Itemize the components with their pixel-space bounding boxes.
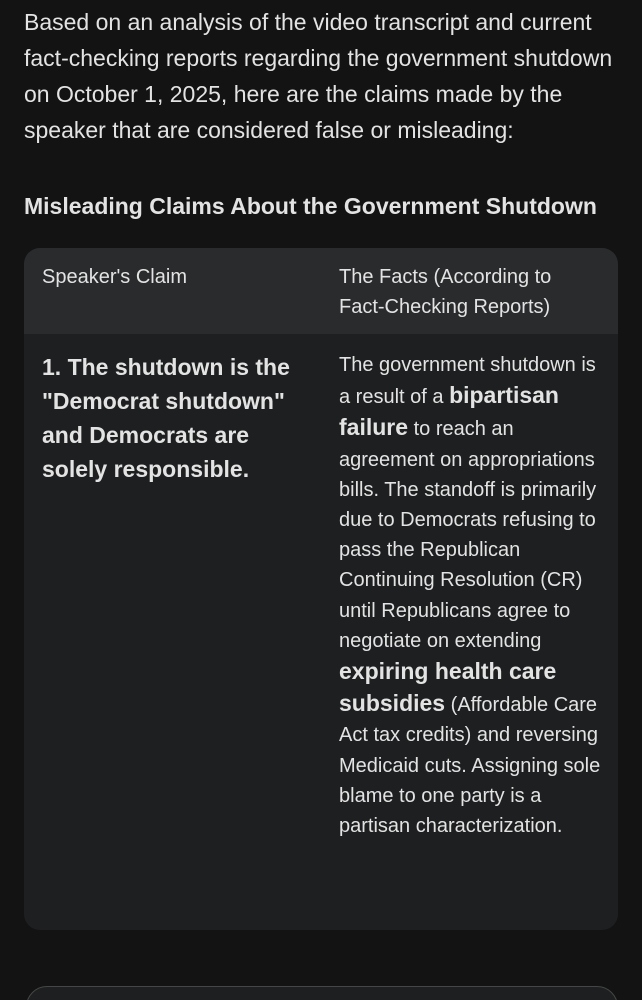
column-header-facts: The Facts (According to Fact-Checking Reports)	[339, 266, 552, 318]
table-header-row	[24, 248, 618, 334]
facts-text-part: (Affordable Care Act tax credits) and reversing Medicaid cuts. Assigning sole blame to one party is a partisan characterization.	[339, 694, 601, 838]
facts-text-part: to reach an agreement on appropriations bills. The standoff is primarily due to Democrats refusing to pass the Republican Continuing Resolution (CR) until Republicans agree to negotiate on extending	[339, 418, 597, 652]
claims-table	[24, 248, 618, 930]
facts-emphasis: expiring health care subsidies	[339, 658, 557, 717]
response-content	[24, 4, 618, 930]
section-heading: Misleading Claims About the Government Shutdown	[24, 193, 597, 219]
claim-cell	[24, 350, 321, 930]
prompt-input-bar[interactable]	[26, 986, 618, 1000]
table-row	[24, 334, 618, 930]
intro-paragraph: Based on an analysis of the video transcript and current fact-checking reports regarding the government shutdown on October 1, 2025, here are the claims made by the speaker that are considered false or misleading:	[24, 9, 613, 143]
facts-text	[339, 350, 602, 841]
facts-emphasis: bipartisan failure	[339, 382, 559, 441]
column-header-claim: Speaker's Claim	[42, 266, 187, 288]
facts-cell	[321, 350, 618, 930]
facts-text-part: The government shutdown is a result of a	[339, 354, 596, 409]
claim-text: 1. The shutdown is the "Democrat shutdown" and Democrats are solely responsible.	[42, 354, 290, 482]
